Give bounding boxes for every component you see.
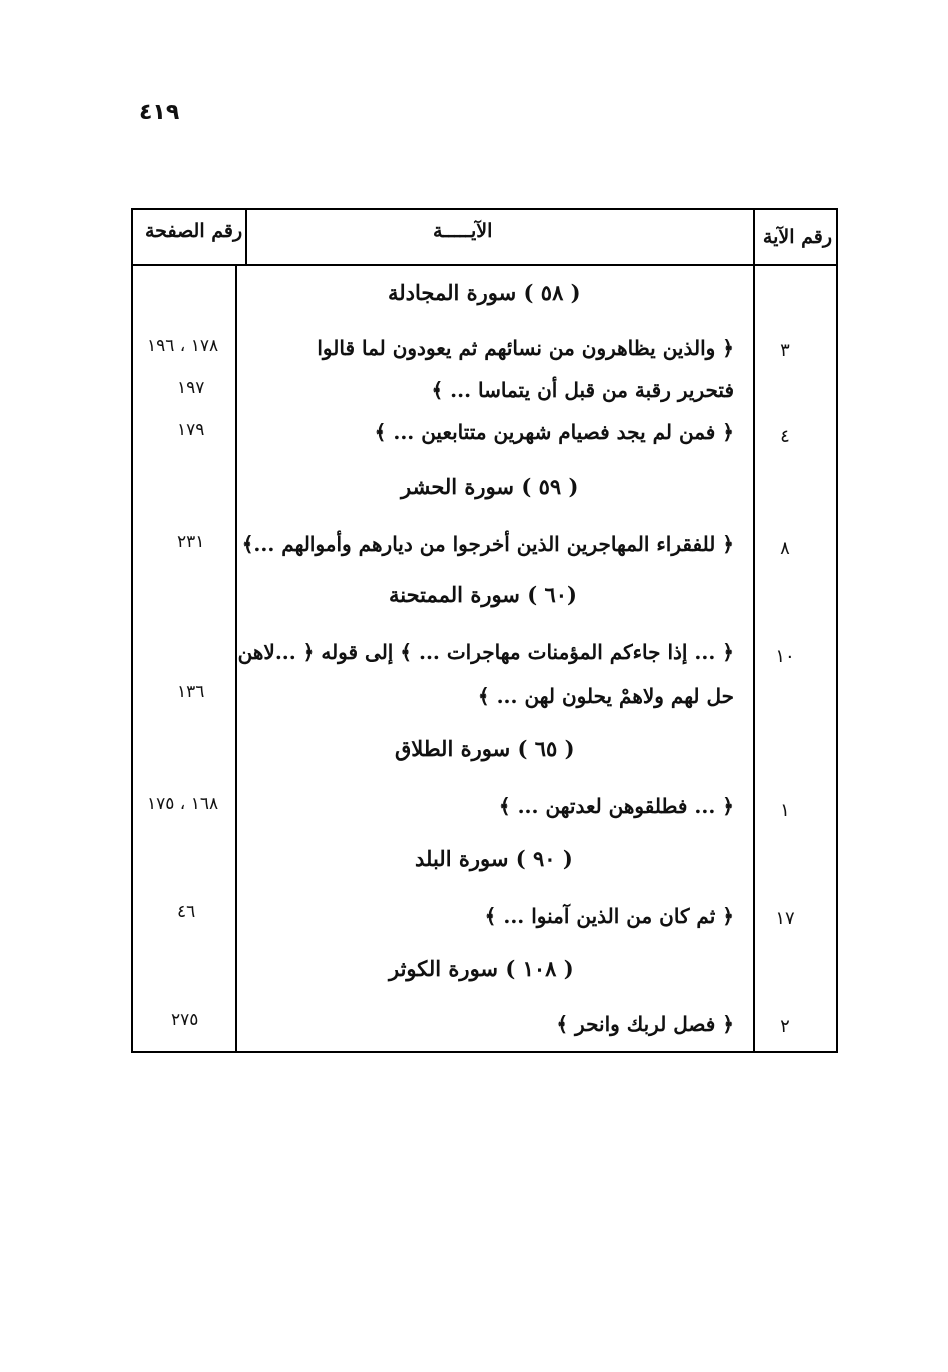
header-verse: الآيـــــة — [433, 220, 493, 242]
page-reference: ١٣٦ — [177, 682, 205, 702]
surah-heading: ( ١٠٨ ) سورة الكوثر — [389, 956, 574, 981]
verse-number: ١ — [780, 800, 790, 821]
page-reference: ٢٧٥ — [171, 1010, 199, 1030]
surah-heading: ( ٩٠ ) سورة البلد — [415, 846, 573, 871]
column-divider — [245, 210, 247, 266]
header-verse-number: رقم الآية — [762, 226, 832, 248]
header-page-number: رقم الصفحة — [145, 220, 243, 242]
verse-number: ٤ — [780, 426, 790, 447]
page-reference: ٤٦ — [177, 902, 196, 922]
verse-text: ﴿ فصل لربك وانحر ﴾ — [556, 1012, 734, 1036]
verse-number: ٢ — [780, 1016, 790, 1037]
verse-text: فتحرير رقبة من قبل أن يتماسا ... ﴾ — [431, 378, 734, 402]
verse-number: ٨ — [780, 538, 790, 559]
verse-text: ﴿ والذين يظاهرون من نسائهم ثم يعودون لما قالوا — [317, 336, 734, 360]
verse-text: ﴿ للفقراء المهاجرين الذين أخرجوا من ديارهم وأموالهم ...﴾ — [241, 532, 734, 556]
verse-number: ٣ — [780, 340, 790, 361]
header-divider — [133, 264, 836, 266]
page-reference: ١٧٩ — [177, 420, 205, 440]
verse-number: ١٧ — [775, 908, 795, 929]
verse-number: ١٠ — [775, 646, 795, 667]
verse-text: ﴿ ثم كان من الذين آمنوا ... ﴾ — [484, 904, 734, 928]
verse-index-table — [131, 208, 838, 1053]
surah-heading: ( ٥٨ ) سورة المجادلة — [388, 280, 581, 305]
page-reference: ١٩٧ — [177, 378, 205, 398]
verse-text: حل لهم ولاهمْ يحلون لهن ... ﴾ — [477, 684, 734, 708]
verse-text: ﴿ ... فطلقوهن لعدتهن ... ﴾ — [498, 794, 734, 818]
page-reference: ١٦٨ ، ١٧٥ — [147, 794, 219, 814]
surah-heading: ( ٥٩ ) سورة الحشر — [401, 474, 579, 499]
surah-heading: (٦٠ ) سورة الممتحنة — [389, 582, 577, 607]
page-reference: ٢٣١ — [177, 532, 205, 552]
verse-text: ﴿ ... إذا جاءكم المؤمنات مهاجرات ... ﴾ إلى قوله ﴿ ...لاهن — [237, 640, 734, 664]
page-reference: ١٧٨ ، ١٩٦ — [147, 336, 219, 356]
surah-heading: ( ٦٥ ) سورة الطلاق — [395, 736, 575, 761]
verse-text: ﴿ فمن لم يجد فصيام شهرين متتابعين ... ﴾ — [374, 420, 734, 444]
page-number: ٤١٩ — [139, 100, 180, 125]
